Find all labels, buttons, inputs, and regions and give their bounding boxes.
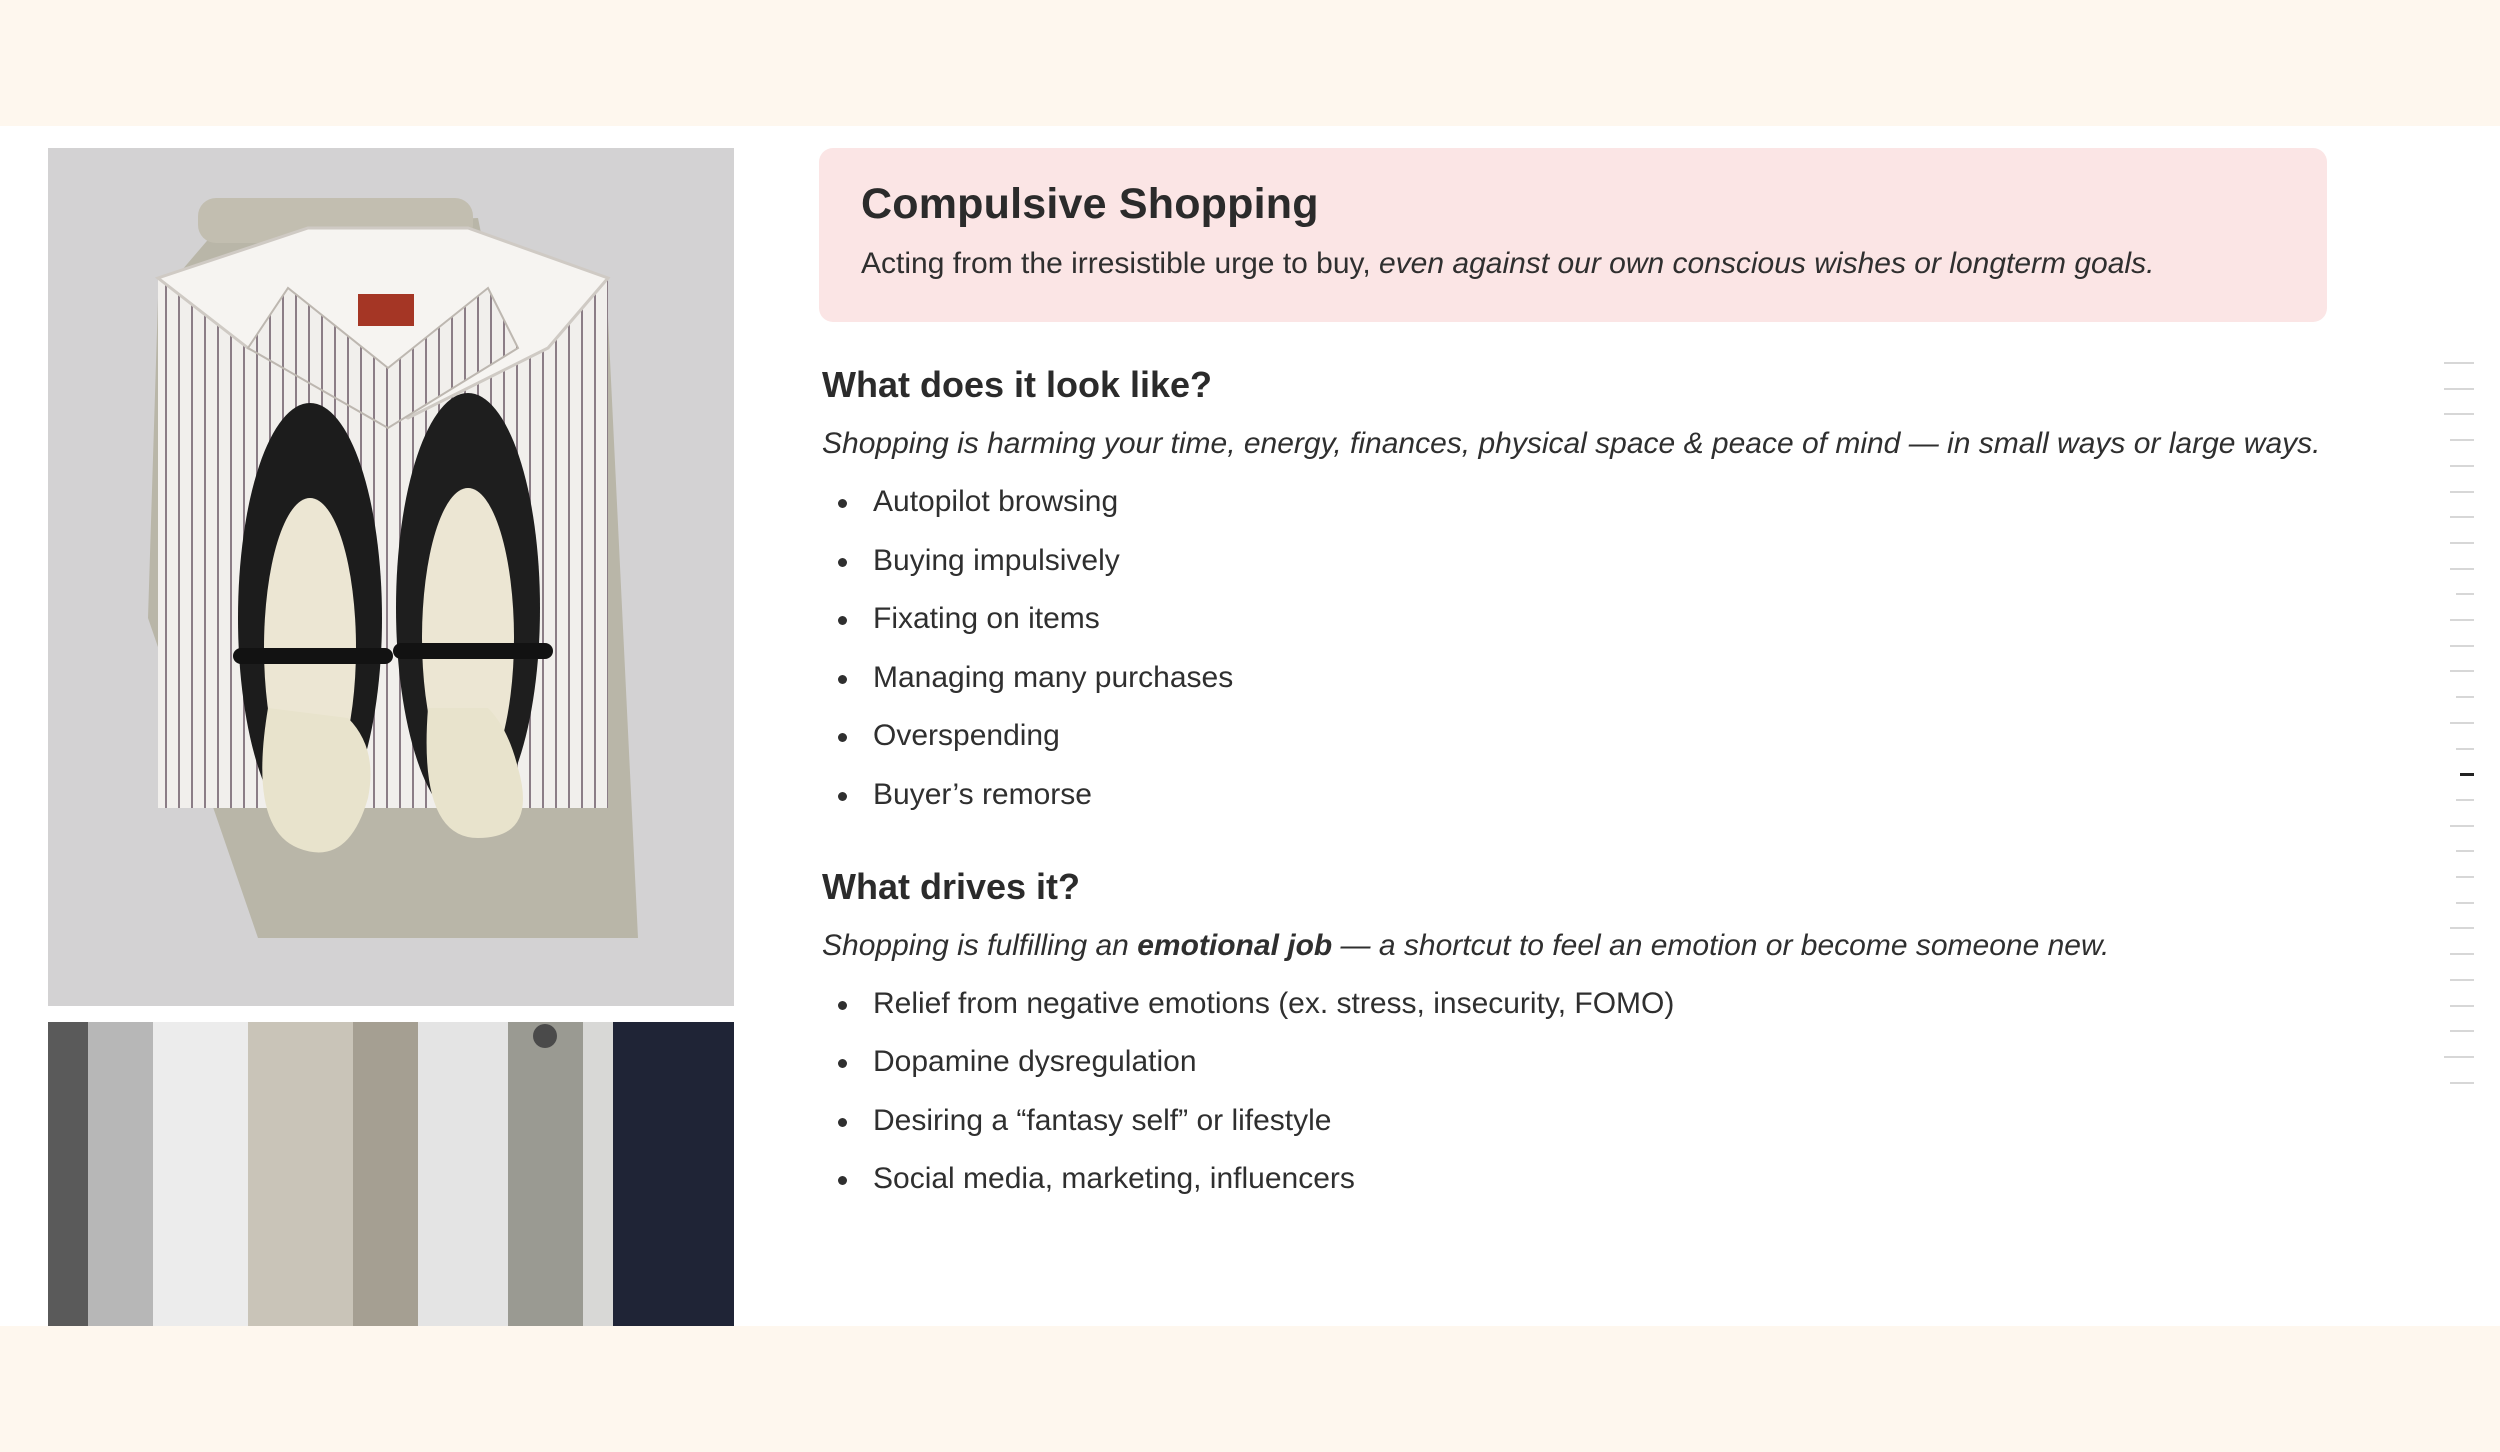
toc-tick[interactable]	[2456, 696, 2474, 698]
toc-tick[interactable]	[2456, 799, 2474, 801]
toc-tick[interactable]	[2450, 465, 2474, 467]
toc-tick[interactable]	[2450, 491, 2474, 493]
toc-tick[interactable]	[2450, 516, 2474, 518]
hanging-garments-photo	[48, 1022, 734, 1326]
toc-tick[interactable]	[2450, 670, 2474, 672]
toc-tick[interactable]	[2450, 953, 2474, 955]
toc-tick[interactable]	[2444, 388, 2474, 390]
toc-tick[interactable]	[2444, 413, 2474, 415]
toc-tick[interactable]	[2450, 568, 2474, 570]
toc-tick[interactable]	[2450, 979, 2474, 981]
drives-section	[822, 857, 2342, 1209]
toc-tick[interactable]	[2450, 927, 2474, 929]
list-item: Dopamine dysregulation	[822, 1033, 2342, 1092]
section-lead-drives	[822, 917, 2342, 975]
drivers-list	[822, 975, 2342, 1209]
toc-tick[interactable]	[2456, 876, 2474, 878]
section-heading-look-like: What does it look like?	[822, 364, 1213, 405]
toc-tick[interactable]	[2456, 850, 2474, 852]
shirt-shoes-photo	[48, 148, 734, 1006]
definition-callout	[819, 148, 2327, 322]
toc-tick[interactable]	[2450, 439, 2474, 441]
section-heading-drives: What drives it?	[822, 865, 1081, 907]
definition-plain: Acting from the irresistible urge to buy,	[861, 247, 1379, 280]
drives-lead-before: Shopping is fulfilling an	[822, 928, 1138, 962]
list-item: Fixating on items	[822, 590, 2342, 649]
toc-tick[interactable]	[2450, 542, 2474, 544]
toc-tick[interactable]	[2450, 1005, 2474, 1007]
table-of-contents-minimap[interactable]	[2440, 362, 2474, 1082]
drives-lead-bold: emotional job	[1137, 928, 1333, 962]
page-title: Compulsive Shopping	[861, 180, 1319, 228]
definition-text	[861, 247, 2327, 281]
list-item: Buyer’s remorse	[822, 766, 2342, 825]
list-item: Managing many purchases	[822, 649, 2342, 708]
toc-tick[interactable]	[2444, 1056, 2474, 1058]
main-content	[822, 355, 2342, 1209]
section-lead-look-like: Shopping is harming your time, energy, finances, physical space & peace of mind — in small ways or large ways.	[822, 427, 2321, 460]
list-item: Autopilot browsing	[822, 473, 2342, 532]
toc-tick[interactable]	[2456, 902, 2474, 904]
list-item: Buying impulsively	[822, 532, 2342, 591]
drives-lead-after: — a shortcut to feel an emotion or become someone new.	[1332, 928, 2110, 962]
toc-tick[interactable]	[2450, 1082, 2474, 1084]
toc-tick[interactable]	[2456, 593, 2474, 595]
list-item: Overspending	[822, 707, 2342, 766]
toc-tick[interactable]	[2450, 722, 2474, 724]
definition-italic: even against our own conscious wishes or longterm goals.	[1379, 247, 2155, 280]
list-item: Desiring a “fantasy self” or lifestyle	[822, 1092, 2342, 1151]
toc-tick[interactable]	[2450, 645, 2474, 647]
toc-tick[interactable]	[2444, 362, 2474, 364]
toc-tick[interactable]	[2450, 825, 2474, 827]
list-item: Relief from negative emotions (ex. stress, insecurity, FOMO)	[822, 975, 2342, 1034]
toc-tick-active[interactable]	[2460, 773, 2474, 776]
symptoms-list	[822, 473, 2342, 825]
toc-tick[interactable]	[2456, 748, 2474, 750]
toc-tick[interactable]	[2450, 1030, 2474, 1032]
list-item: Social media, marketing, influencers	[822, 1150, 2342, 1209]
toc-tick[interactable]	[2450, 619, 2474, 621]
